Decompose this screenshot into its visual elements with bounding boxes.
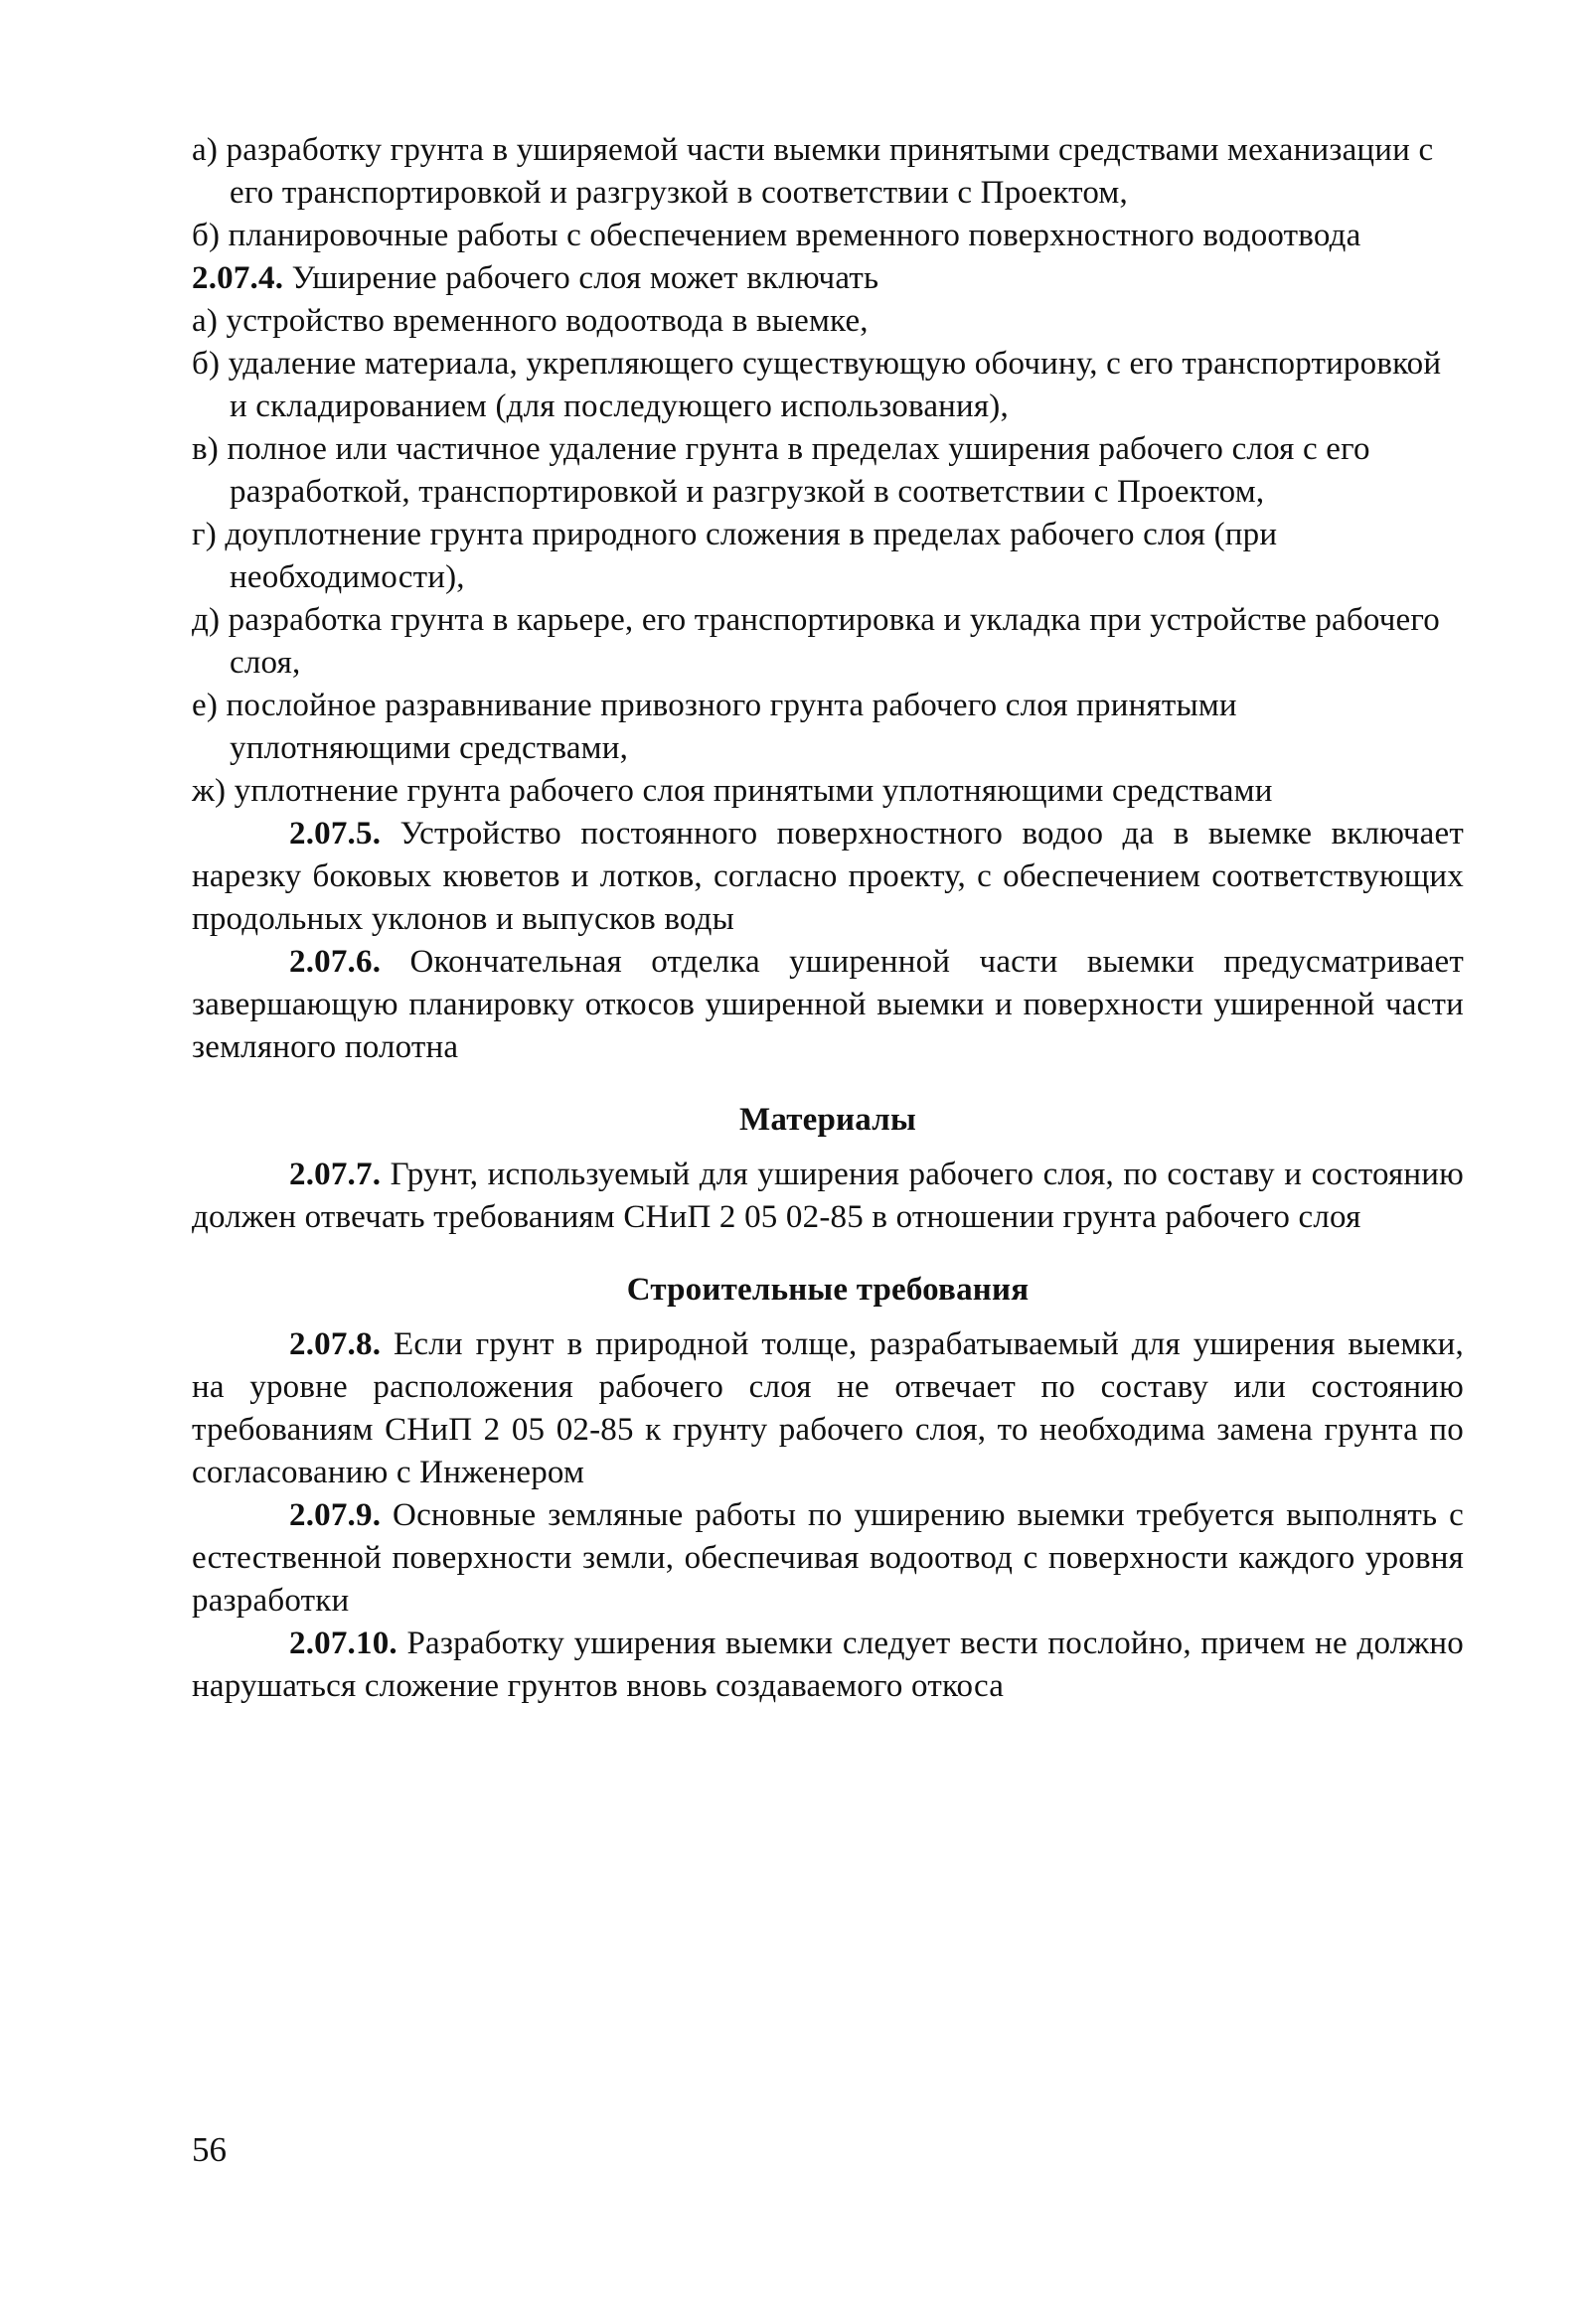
clause-2-07-10 [192,1623,1464,1708]
list-marker: б) [192,346,221,382]
clause-text: Грунт, используемый для уширения рабочего слоя, по составу и состоянию должен отвечать требованиям СНиП 2 05 02-85 в отношении грунта рабочего слоя [192,1157,1464,1235]
clause-number: 2.07.10. [289,1626,398,1661]
list-item [192,129,1464,215]
list-item [192,514,1464,599]
list-marker: ж) [192,773,227,809]
clause-text: Основные земляные работы по уширению выемки требуется выполнять с естественной поверхности земли, обеспечивая водоотвод с поверхности каждого уровня разработки [192,1497,1464,1619]
list-text: разработка грунта в карьере, его транспортировка и укладка при устройстве рабочего слоя, [228,602,1440,681]
list-text: устройство временного водоотвода в выемке, [226,303,869,339]
clause-2-07-4 [192,257,1464,300]
clause-2-07-9 [192,1494,1464,1623]
list-item [192,685,1464,770]
document-page [192,129,1464,1708]
list-text: полное или частичное удаление грунта в пределах уширения рабочего слоя с его разработкой, транспортировкой и разгрузкой в соответствии с Проектом, [227,431,1370,510]
clause-2-07-8 [192,1323,1464,1494]
clause-text: Уширение рабочего слоя может включать [291,260,879,296]
clause-2-07-5 [192,813,1464,941]
list-marker: а) [192,303,219,339]
clause-number: 2.07.5. [289,816,382,852]
list-text: планировочные работы с обеспечением временного поверхностного водоотвода [228,218,1361,253]
clause-text: Если грунт в природной толще, разрабатываемый для уширения выемки, на уровне расположения рабочего слоя не отвечает по составу или состоянию требованиям СНиП 2 05 02-85 к грунту рабочего слоя, то необходима замена грунта по согласованию с Инженером [192,1326,1464,1490]
page-number: 56 [192,2130,227,2169]
section-heading-construction: Строительные требования [626,1272,1030,1308]
list-item [192,770,1464,813]
section-heading-materials: Материалы [739,1102,916,1138]
clause-text: Окончательная отделка уширенной части выемки предусматривает завершающую планировку откосов уширенной выемки и поверхности уширенной части земляного полотна [192,944,1464,1065]
list-text: послойное разравнивание привозного грунта рабочего слоя принятыми уплотняющими средствами, [226,688,1237,766]
list-marker: б) [192,218,221,253]
list-marker: г) [192,517,217,552]
clause-number: 2.07.6. [289,944,382,980]
list-text: доуплотнение грунта природного сложения в пределах рабочего слоя (при необходимости), [225,517,1278,595]
clause-text: Устройство постоянного поверхностного водоо да в выемке включает нарезку боковых кюветов и лотков, согласно проекту, с обеспечением соответствующих продольных уклонов и выпусков воды [192,816,1464,937]
list-item [192,428,1464,514]
clause-2-07-6 [192,941,1464,1069]
list-marker: в) [192,431,219,467]
list-item [192,343,1464,428]
clause-2-07-7 [192,1154,1464,1239]
list-text: удаление материала, укрепляющего существующую обочину, с его транспортировкой и складированием (для последующего использования), [228,346,1442,424]
list-item [192,215,1464,257]
list-marker: а) [192,132,219,168]
list-item [192,300,1464,343]
list-marker: д) [192,602,221,638]
clause-number: 2.07.9. [289,1497,382,1533]
clause-number: 2.07.8. [289,1326,382,1362]
list-item [192,599,1464,685]
list-text: разработку грунта в уширяемой части выемки принятыми средствами механизации с его транспортировкой и разгрузкой в соответствии с Проектом, [226,132,1434,211]
list-marker: е) [192,688,219,723]
clause-text: Разработку уширения выемки следует вести послойно, причем не должно нарушаться сложение грунтов вновь создаваемого откоса [192,1626,1464,1704]
clause-number: 2.07.7. [289,1157,382,1192]
clause-number: 2.07.4. [192,260,284,296]
list-text: уплотнение грунта рабочего слоя принятыми уплотняющими средствами [234,773,1273,809]
